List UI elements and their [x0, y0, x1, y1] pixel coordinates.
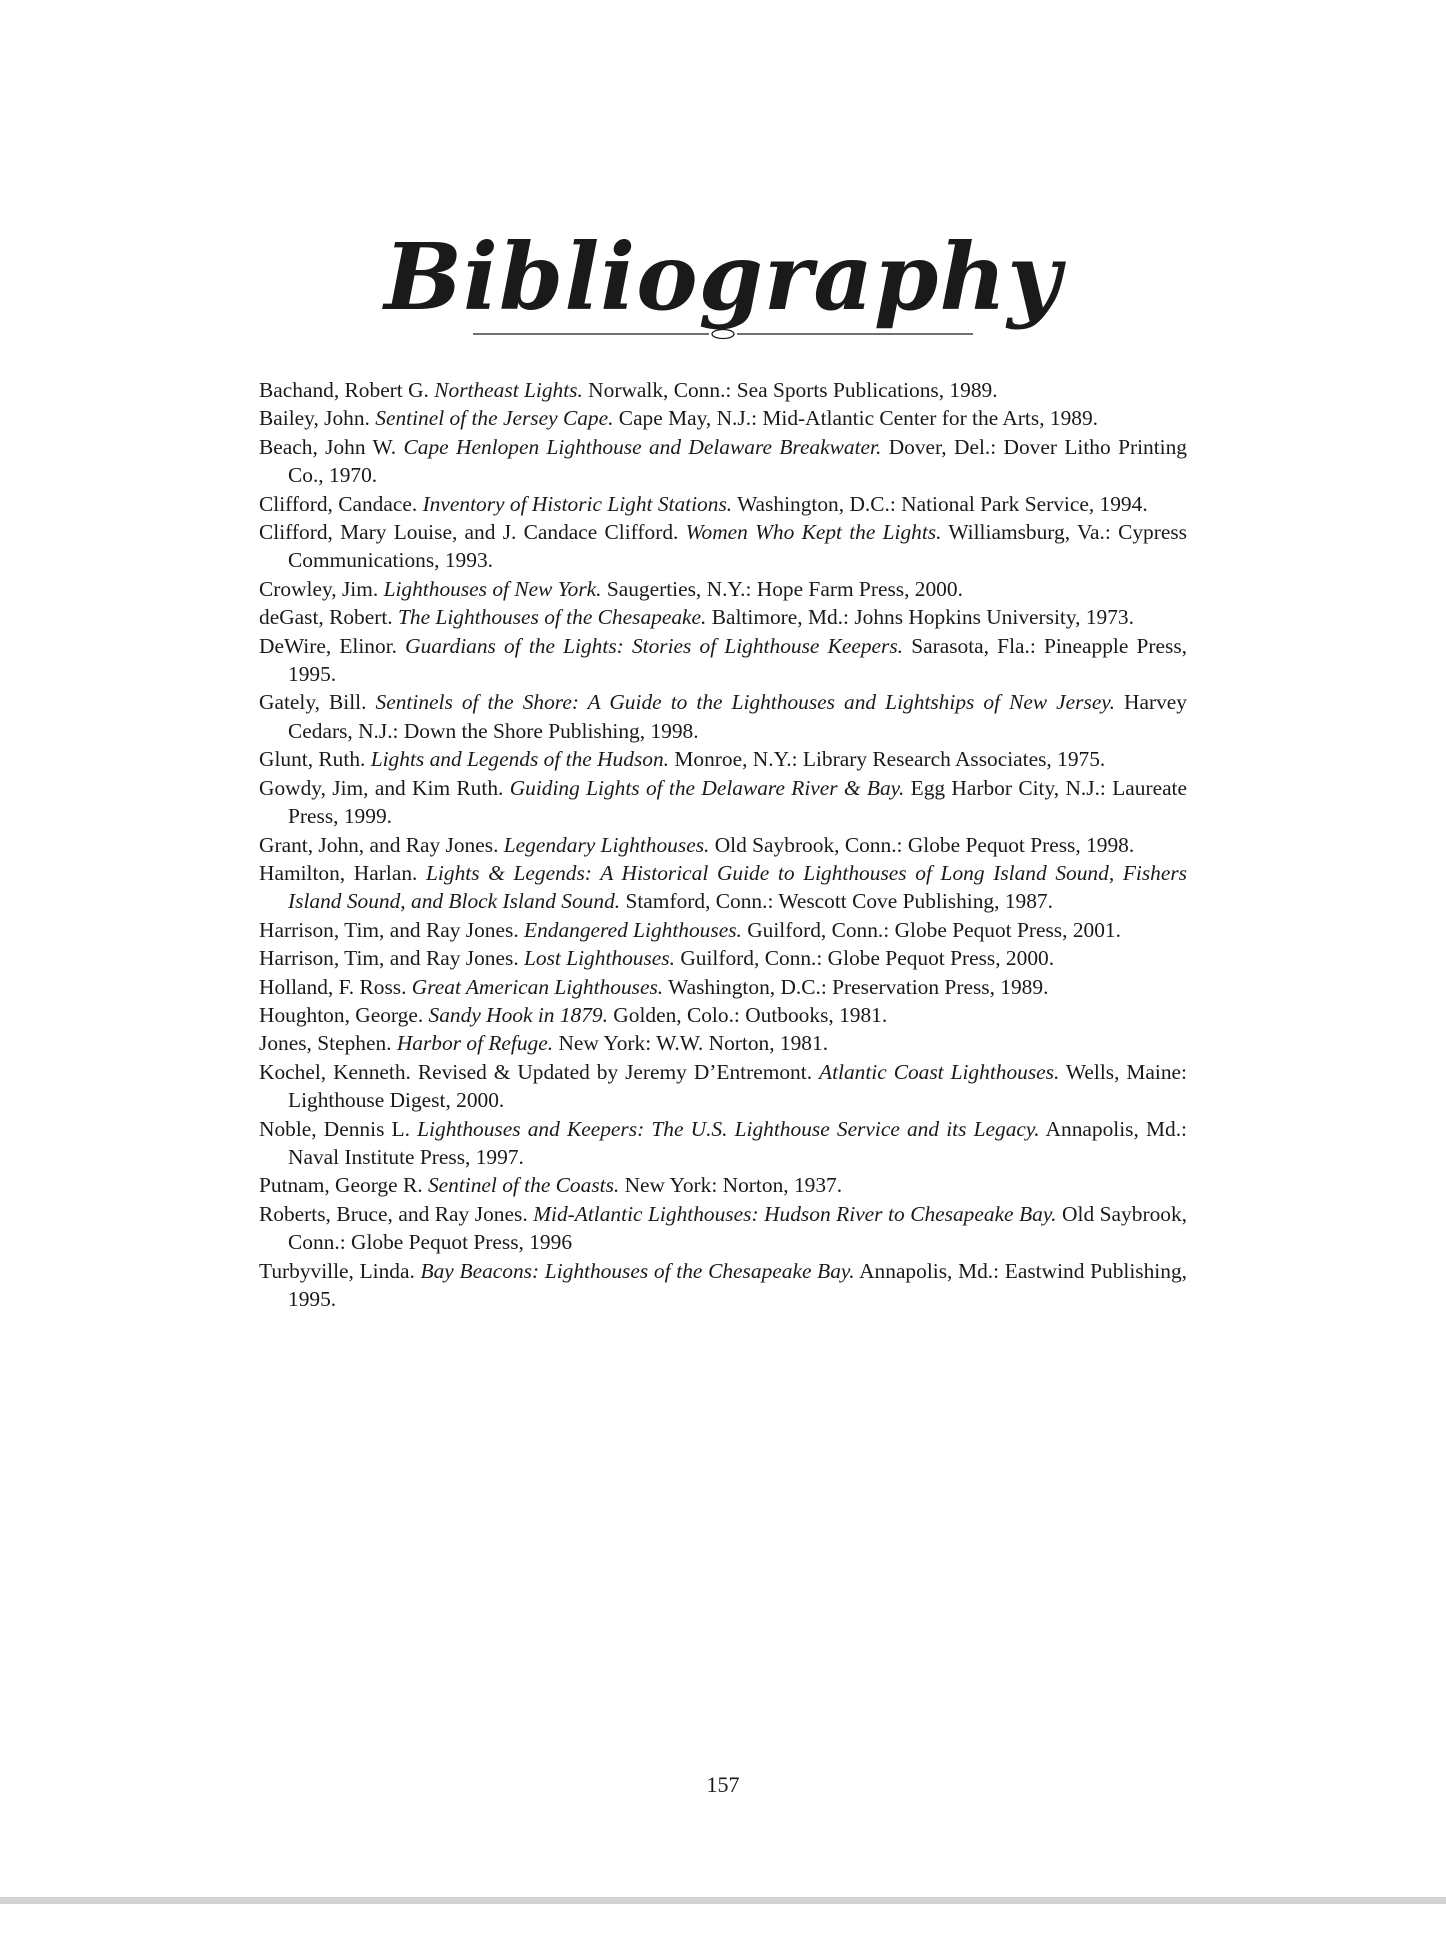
- entry-publication: Old Saybrook, Conn.: Globe Pequot Press, 1998.: [709, 832, 1135, 857]
- entry-publication: Sarasota, Fla.: Pineapple Press, 1995.: [288, 633, 1187, 687]
- entry-title: Harbor of Refuge.: [396, 1031, 554, 1056]
- entry-title: Northeast Lights.: [434, 378, 583, 402]
- entry-publication: Washington, D.C.: Preservation Press, 1989.: [663, 974, 1049, 999]
- entry-publication: Guilford, Conn.: Globe Pequot Press, 2001.: [741, 917, 1121, 942]
- bibliography-entry: [259, 831, 1187, 859]
- bibliography-entry: [259, 1115, 1187, 1172]
- entry-author: Grant, John, and Ray Jones.: [259, 832, 504, 857]
- entry-publication: New York: W.W. Norton, 1981.: [553, 1031, 829, 1056]
- entry-publication: Cape May, N.J.: Mid-Atlantic Center for the Arts, 1989.: [613, 406, 1099, 431]
- entry-author: Crowley, Jim.: [259, 576, 384, 601]
- entry-author: Holland, F. Ross.: [259, 974, 412, 999]
- entry-title: Great American Lighthouses.: [411, 974, 664, 999]
- entry-title: Lighthouses of New York.: [383, 576, 602, 601]
- entry-title: Guiding Lights of the Delaware River & Bay.: [509, 775, 905, 800]
- entry-author: Hamilton, Harlan.: [259, 860, 427, 885]
- entry-title: Lights and Legends of the Hudson.: [370, 747, 670, 772]
- entry-publication: Egg Harbor City, N.J.: Laureate Press, 1999.: [288, 775, 1187, 829]
- entry-title: Women Who Kept the Lights.: [685, 520, 942, 545]
- bibliography-entry: [259, 518, 1187, 575]
- page-number: 157: [706, 1772, 740, 1797]
- entry-author: Jones, Stephen.: [259, 1031, 397, 1056]
- entry-author: Glunt, Ruth.: [259, 747, 371, 772]
- entry-author: Gowdy, Jim, and Kim Ruth.: [259, 775, 510, 800]
- entry-title: Guardians of the Lights: Stories of Lighthouse Keepers.: [405, 633, 904, 658]
- entry-author: Noble, Dennis L.: [259, 1116, 418, 1141]
- entry-title: Sandy Hook in 1879.: [428, 1002, 608, 1027]
- entry-author: Clifford, Mary Louise, and J. Candace Clifford.: [259, 520, 686, 545]
- entry-author: Putnam, George R.: [259, 1173, 428, 1198]
- entry-publication: Harvey Cedars, N.J.: Down the Shore Publishing, 1998.: [288, 690, 1187, 743]
- entry-title: Cape Henlopen Lighthouse and Delaware Breakwater.: [403, 434, 882, 459]
- entry-title: Lighthouses and Keepers: The U.S. Lighthouse Service and its Legacy.: [417, 1116, 1040, 1141]
- bibliography-entry: [259, 603, 1187, 631]
- bibliography-entry: [259, 1001, 1187, 1029]
- entry-author: Bachand, Robert G.: [259, 378, 435, 402]
- entry-title: Legendary Lighthouses.: [503, 832, 710, 857]
- bibliography-entry: [259, 632, 1187, 689]
- bibliography-entry: [259, 916, 1187, 944]
- entry-publication: Washington, D.C.: National Park Service, 1994.: [732, 491, 1148, 516]
- entry-author: Bailey, John.: [259, 406, 376, 431]
- entry-publication: Stamford, Conn.: Wescott Cove Publishing, 1987.: [620, 889, 1053, 914]
- entry-publication: Old Saybrook, Conn.: Globe Pequot Press, 1996: [288, 1201, 1188, 1255]
- entry-title: Mid-Atlantic Lighthouses: Hudson River to Chesapeake Bay.: [533, 1201, 1057, 1226]
- bibliography-entry: [259, 688, 1187, 745]
- entry-author: DeWire, Elinor.: [259, 633, 406, 658]
- entry-publication: Saugerties, N.Y.: Hope Farm Press, 2000.: [601, 576, 963, 601]
- bibliography-entry: [259, 944, 1187, 972]
- entry-title: Endangered Lighthouses.: [524, 917, 742, 942]
- entry-author: Harrison, Tim, and Ray Jones.: [259, 946, 525, 971]
- bibliography-entry: [259, 973, 1187, 1001]
- bibliography-entry: [259, 433, 1187, 490]
- bibliography-entry: [259, 745, 1187, 773]
- bibliography-list: [259, 376, 1187, 1313]
- entry-publication: New York: Norton, 1937.: [619, 1173, 843, 1198]
- entry-author: Clifford, Candace.: [259, 491, 423, 516]
- entry-publication: Williamsburg, Va.: Cypress Communications, 1993.: [288, 520, 1187, 573]
- entry-title: Sentinel of the Coasts.: [427, 1173, 620, 1198]
- entry-title: Bay Beacons: Lighthouses of the Chesapeake Bay.: [420, 1258, 855, 1283]
- bibliography-entry: [259, 859, 1187, 916]
- bibliography-entry: [259, 376, 1187, 404]
- entry-publication: Golden, Colo.: Outbooks, 1981.: [607, 1002, 888, 1027]
- entry-author: Turbyville, Linda.: [259, 1258, 421, 1283]
- bibliography-entry: [259, 1257, 1187, 1314]
- entry-title: Lost Lighthouses.: [524, 946, 675, 971]
- entry-title: Sentinels of the Shore: A Guide to the Lighthouses and Lightships of New Jersey.: [375, 690, 1115, 715]
- entry-publication: Baltimore, Md.: Johns Hopkins University, 1973.: [706, 605, 1134, 630]
- bibliography-entry: [259, 575, 1187, 603]
- entry-publication: Wells, Maine: Lighthouse Digest, 2000.: [288, 1059, 1187, 1113]
- entry-title: Atlantic Coast Lighthouses.: [819, 1059, 1060, 1084]
- page-bottom-border: [0, 1897, 1446, 1904]
- title-ornament-divider: [473, 326, 973, 342]
- bibliography-entry: [259, 404, 1187, 432]
- entry-title: Sentinel of the Jersey Cape.: [375, 406, 614, 431]
- entry-author: Roberts, Bruce, and Ray Jones.: [259, 1201, 534, 1226]
- entry-author: deGast, Robert.: [259, 605, 399, 630]
- entry-author: Gately, Bill.: [259, 690, 376, 715]
- entry-title: The Lighthouses of the Chesapeake.: [398, 605, 707, 630]
- entry-author: Kochel, Kenneth. Revised & Updated by Jeremy D’Entremont.: [259, 1059, 820, 1084]
- entry-publication: Monroe, N.Y.: Library Research Associates, 1975.: [669, 747, 1106, 772]
- bibliography-entry: [259, 1171, 1187, 1199]
- entry-author: Harrison, Tim, and Ray Jones.: [259, 917, 525, 942]
- entry-author: Houghton, George.: [259, 1002, 429, 1027]
- bibliography-entry: [259, 1058, 1187, 1115]
- entry-title: Lights & Legends: A Historical Guide to Lighthouses of Long Island Sound, Fishers Island Sound, and Block Island Sound.: [288, 860, 1188, 914]
- bibliography-entry: [259, 1029, 1187, 1057]
- bibliography-entry: [259, 774, 1187, 831]
- entry-publication: Dover, Del.: Dover Litho Printing Co., 1970.: [288, 434, 1187, 488]
- entry-title: Inventory of Historic Light Stations.: [422, 491, 733, 516]
- entry-author: Beach, John W.: [259, 434, 404, 459]
- bibliography-entry: [259, 490, 1187, 518]
- entry-publication: Norwalk, Conn.: Sea Sports Publications, 1989.: [582, 378, 998, 402]
- bibliography-entry: [259, 1200, 1187, 1257]
- entry-publication: Annapolis, Md.: Naval Institute Press, 1997.: [288, 1116, 1188, 1169]
- entry-publication: Annapolis, Md.: Eastwind Publishing, 1995.: [288, 1258, 1187, 1311]
- entry-publication: Guilford, Conn.: Globe Pequot Press, 2000.: [674, 946, 1055, 971]
- page-title: Bibliography: [384, 222, 1062, 331]
